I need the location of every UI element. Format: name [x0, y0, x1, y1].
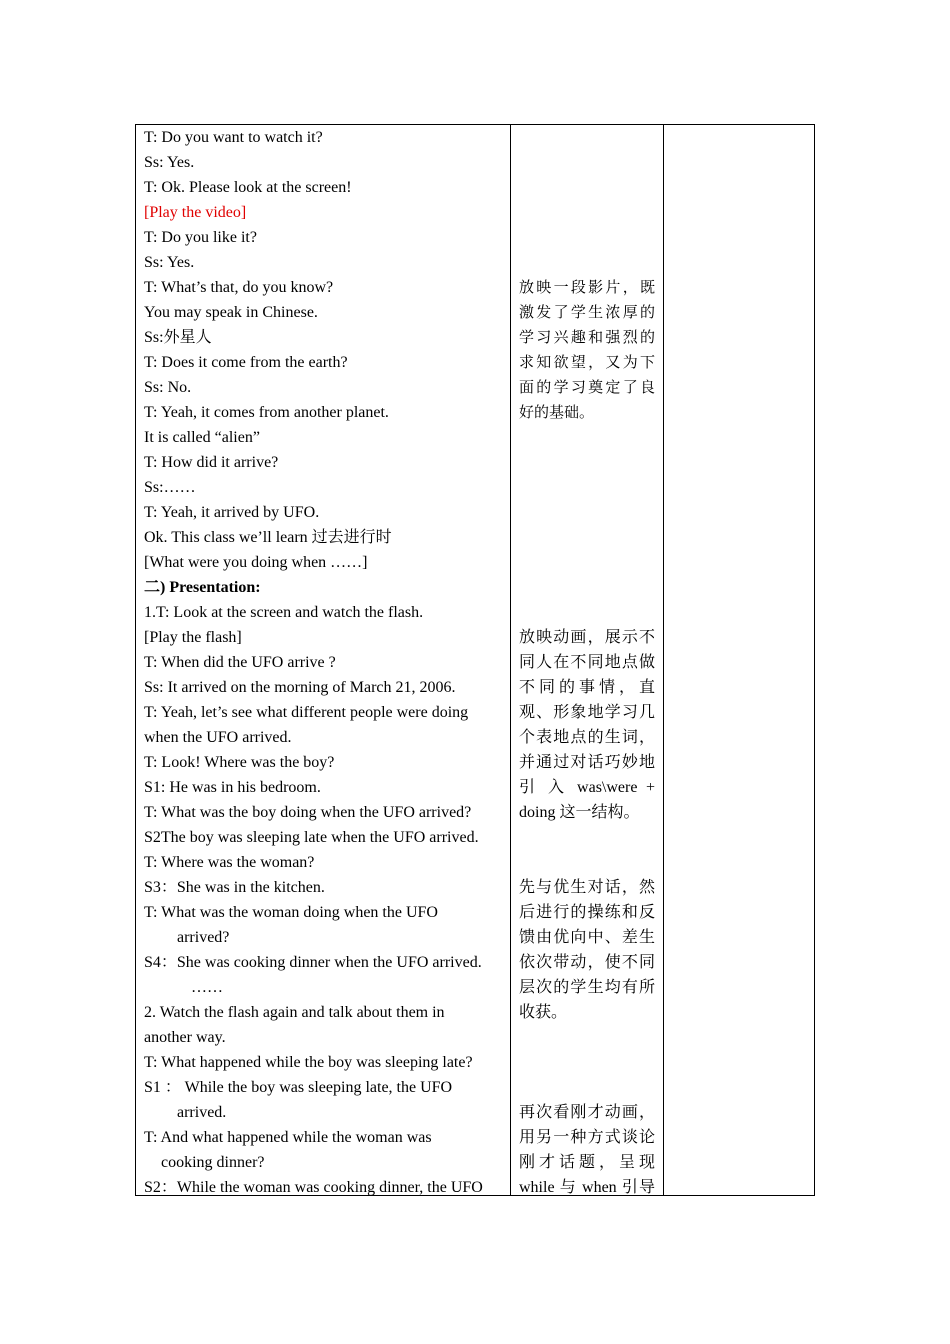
note-line: 放映动画，展示不	[519, 629, 655, 646]
dialogue-line: T: What’s that, do you know?	[144, 279, 334, 296]
dialogue-line: 2. Watch the flash again and talk about them in	[144, 1004, 445, 1021]
column-divider-1	[510, 125, 511, 1195]
dialogue-line: T: Does it come from the earth?	[144, 354, 348, 371]
dialogue-line: Ss:外星人	[144, 329, 212, 346]
note-line: 收获。	[519, 1004, 568, 1021]
dialogue-line: S2The boy was sleeping late when the UFO arrived.	[144, 829, 479, 846]
dialogue-line: T: Do you like it?	[144, 229, 257, 246]
dialogue-line: T: Do you want to watch it?	[144, 129, 323, 146]
note-line: 引 入 was\were +	[519, 779, 655, 796]
dialogue-line: T: What was the boy doing when the UFO arrived?	[144, 804, 472, 821]
stage-direction-play-flash: [Play the flash]	[144, 629, 242, 646]
dialogue-line: when the UFO arrived.	[144, 729, 292, 746]
note-line: 并通过对话巧妙地	[519, 754, 655, 771]
dialogue-line: S3：She was in the kitchen.	[144, 879, 325, 896]
note-line: 依次带动，使不同	[519, 954, 655, 971]
note-line: 同人在不同地点做	[519, 654, 655, 671]
note-line: 激发了学生浓厚的	[519, 303, 655, 321]
note-line: 层次的学生均有所	[519, 979, 655, 996]
dialogue-line: S4：She was cooking dinner when the UFO arrived.	[144, 954, 482, 971]
dialogue-line: T: How did it arrive?	[144, 454, 279, 471]
note-line: 观、形象地学习几	[519, 704, 655, 721]
note-line: 先与优生对话，然	[519, 879, 655, 896]
dialogue-line: S1: He was in his bedroom.	[144, 779, 321, 796]
dialogue-line: T: Look! Where was the boy?	[144, 754, 335, 771]
note-line: doing 这一结构。	[519, 804, 640, 821]
dialogue-line: Ss: It arrived on the morning of March 21, 2006.	[144, 679, 456, 696]
dialogue-line: You may speak in Chinese.	[144, 304, 318, 321]
dialogue-line: T: Yeah, it comes from another planet.	[144, 404, 389, 421]
note-line: 好的基础。	[519, 403, 595, 421]
note-line: 馈由优向中、差生	[519, 929, 655, 946]
dialogue-line: arrived?	[177, 929, 230, 946]
dialogue-line: Ss: No.	[144, 379, 192, 396]
dialogue-line: T: Yeah, let’s see what different people were doing	[144, 704, 469, 721]
note-line: 用另一种方式谈论	[519, 1129, 655, 1146]
note-line: while 与 when 引导	[519, 1179, 655, 1196]
note-line: 再次看刚才动画，	[519, 1104, 655, 1121]
dialogue-line: T: What happened while the boy was sleeping late?	[144, 1054, 473, 1071]
note-line: 个表地点的生词，	[519, 729, 655, 746]
column-divider-2	[663, 125, 664, 1195]
section-heading-presentation: 二) Presentation:	[144, 579, 261, 596]
dialogue-line: cooking dinner?	[161, 1154, 265, 1171]
note-line: 学习兴趣和强烈的	[519, 328, 655, 346]
dialogue-line: Ss: Yes.	[144, 254, 195, 271]
note-line: 面的学习奠定了良	[519, 378, 655, 396]
dialogue-line: another way.	[144, 1029, 226, 1046]
dialogue-line: Ss:……	[144, 479, 196, 496]
dialogue-line: T: When did the UFO arrive ?	[144, 654, 336, 671]
dialogue-line: S2：While the woman was cooking dinner, the UFO	[144, 1179, 483, 1196]
dialogue-line: 1.T: Look at the screen and watch the flash.	[144, 604, 424, 621]
note-line: 求知欲望，又为下	[519, 353, 655, 371]
dialogue-line: T: What was the woman doing when the UFO	[144, 904, 438, 921]
dialogue-line: T: Where was the woman?	[144, 854, 315, 871]
note-line: 不同的事情，直	[519, 679, 655, 696]
dialogue-line: T: And what happened while the woman was	[144, 1129, 432, 1146]
stage-direction-play-video: [Play the video]	[144, 204, 247, 221]
dialogue-line: S1 ： While the boy was sleeping late, the UFO	[144, 1079, 453, 1096]
dialogue-line: T: Ok. Please look at the screen!	[144, 179, 352, 196]
note-line: 放映一段影片，既	[519, 278, 655, 296]
dialogue-line: ……	[191, 979, 223, 996]
note-line: 刚才话题，呈现	[519, 1154, 655, 1171]
dialogue-line: Ok. This class we’ll learn 过去进行时	[144, 529, 392, 546]
dialogue-line: [What were you doing when ……]	[144, 554, 368, 571]
note-line: 后进行的操练和反	[519, 904, 655, 921]
lesson-plan-table	[135, 124, 815, 1196]
dialogue-line: Ss: Yes.	[144, 154, 195, 171]
dialogue-line: arrived.	[177, 1104, 227, 1121]
dialogue-line: It is called “alien”	[144, 429, 260, 446]
dialogue-line: T: Yeah, it arrived by UFO.	[144, 504, 320, 521]
